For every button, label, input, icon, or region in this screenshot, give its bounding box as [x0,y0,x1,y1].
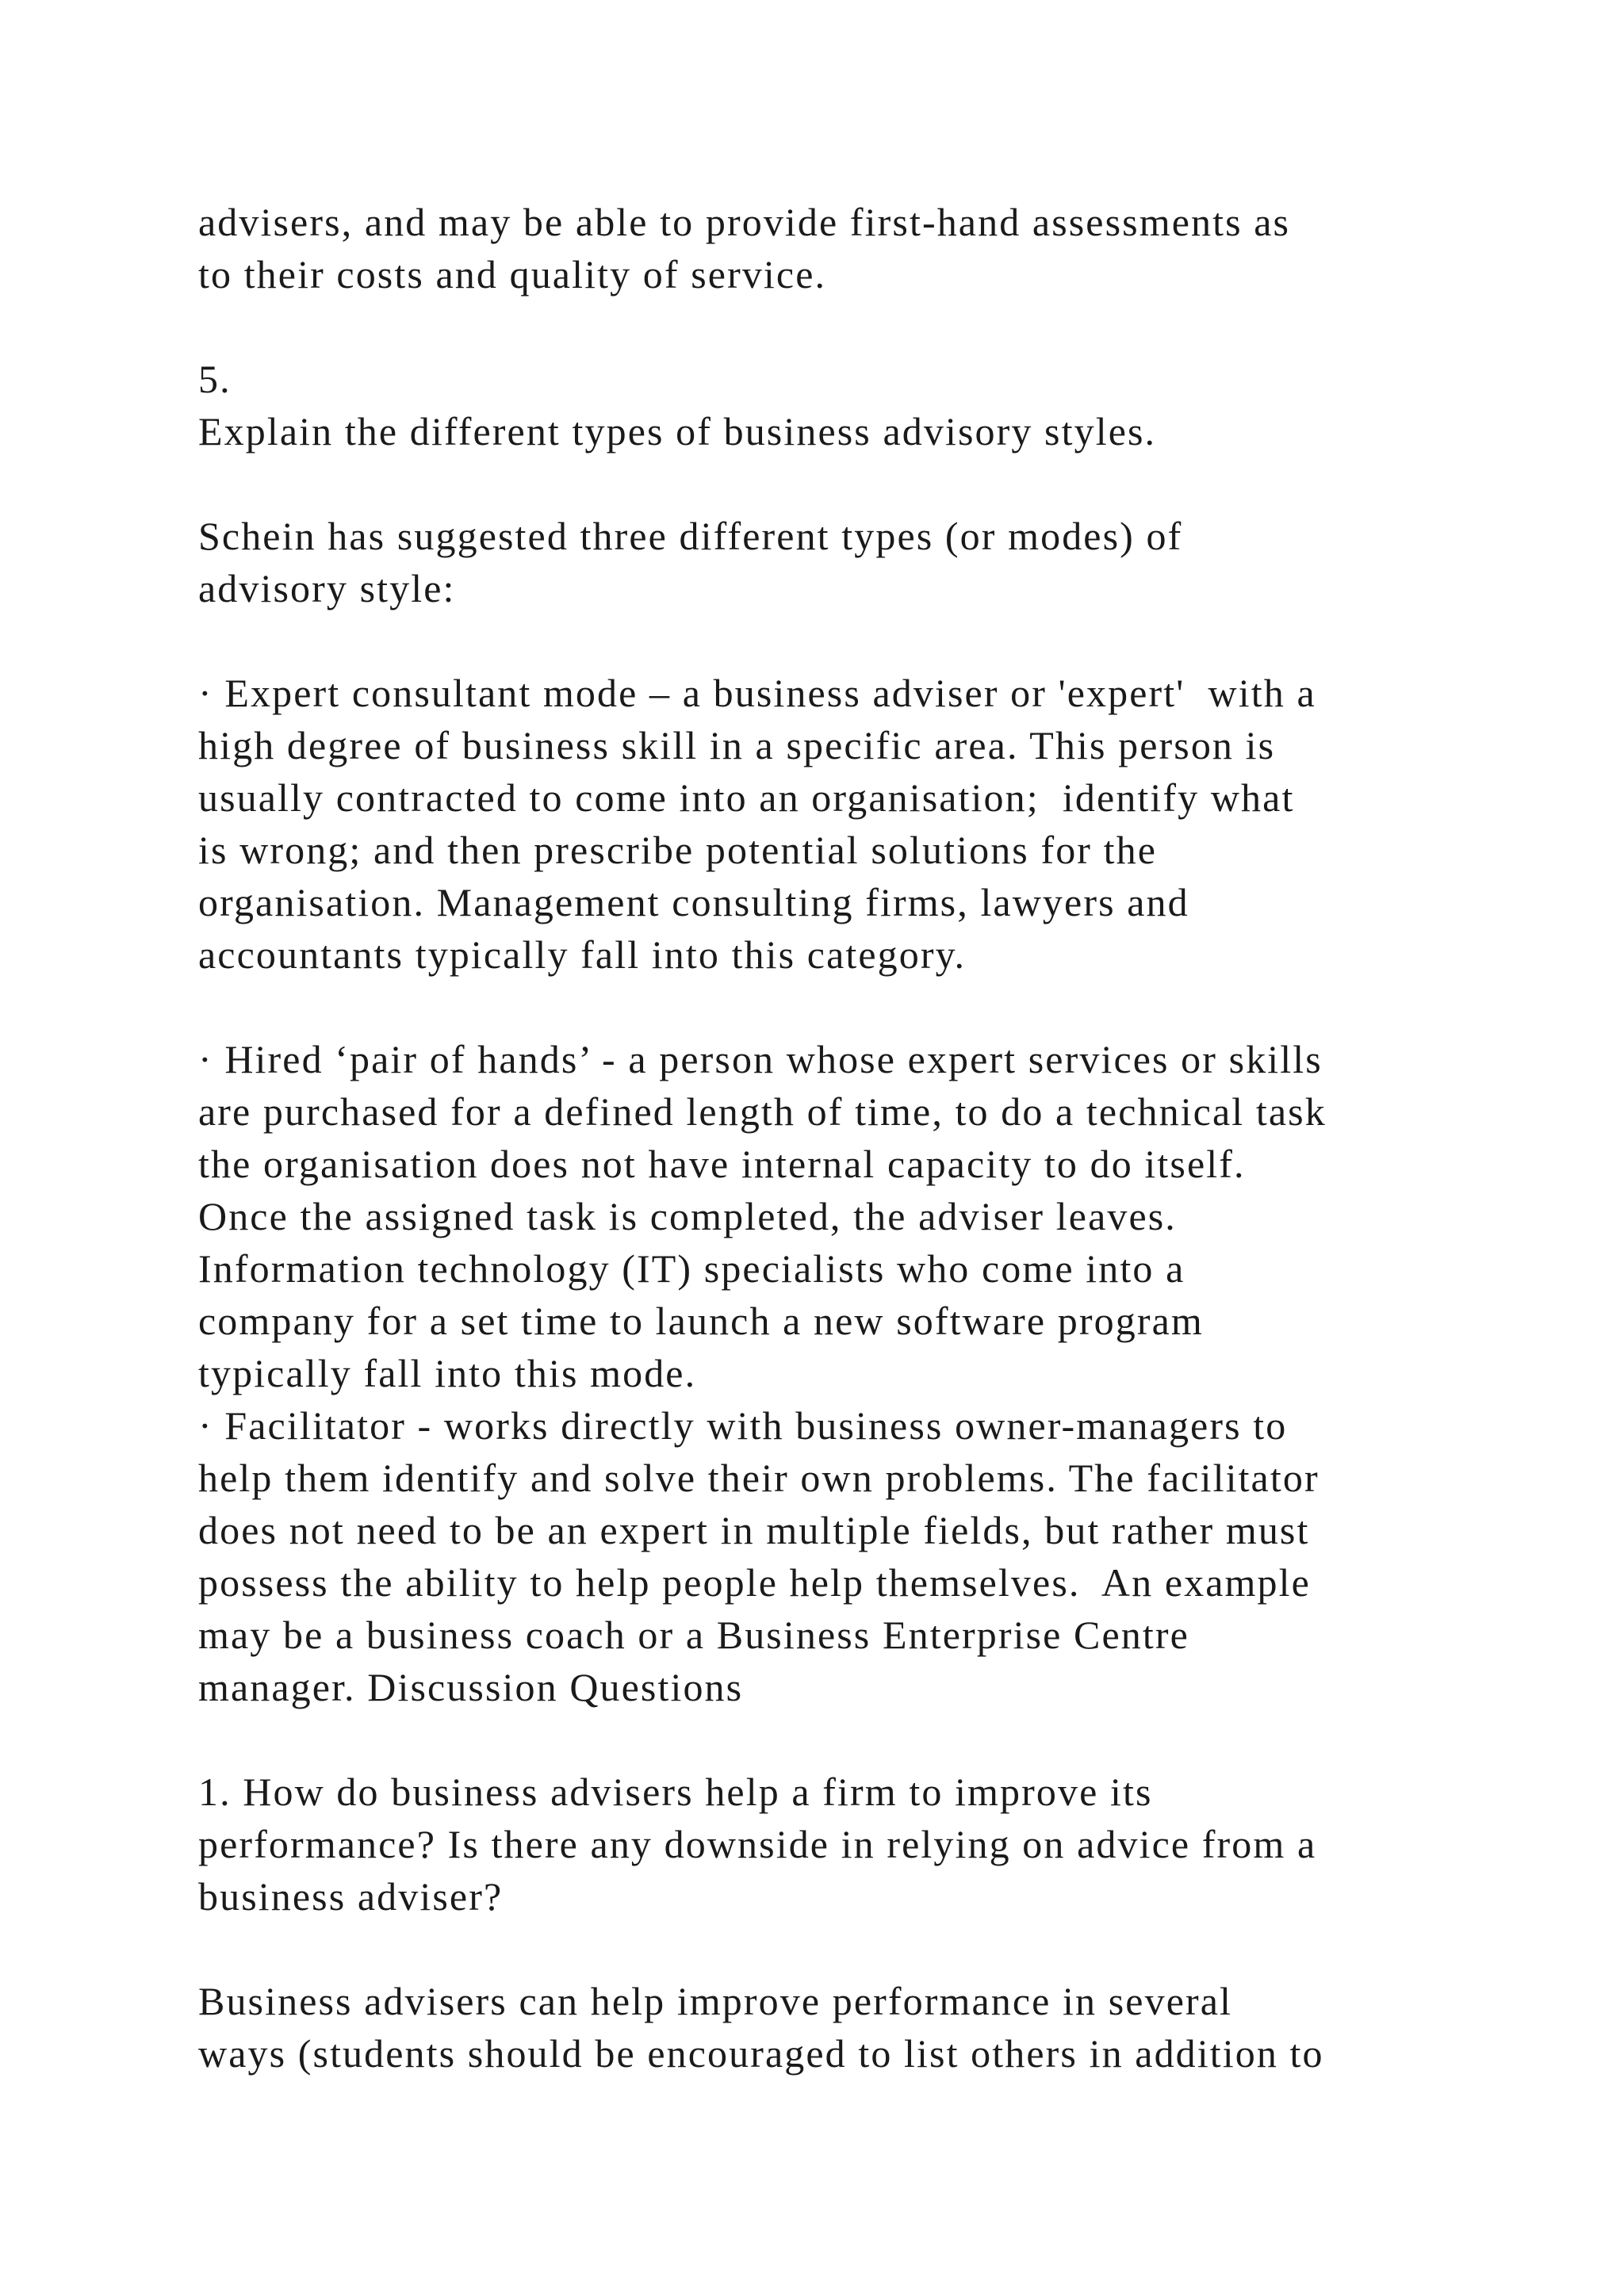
text-line: possess the ability to help people help themselves. An example [198,1560,1311,1605]
bullet-line: · Expert consultant mode – a business adviser or 'expert' with a [198,671,1316,715]
text-line: Schein has suggested three different types (or modes) of [198,514,1183,558]
text-line: Once the assigned task is completed, the adviser leaves. [198,1194,1177,1238]
text-line: performance? Is there any downside in relying on advice from a [198,1822,1317,1866]
text-line: are purchased for a defined length of time, to do a technical task [198,1089,1327,1134]
blank-line [198,300,1546,353]
text-line: organisation. Management consulting firms, lawyers and [198,880,1189,924]
text-line: does not need to be an expert in multiple fields, but rather must [198,1508,1310,1552]
text-line: may be a business coach or a Business Enterprise Centre [198,1613,1189,1657]
text-line: typically fall into this mode. [198,1351,697,1395]
blank-line [198,981,1546,1033]
blank-line [198,1923,1546,1975]
text-line: company for a set time to launch a new software program [198,1299,1204,1343]
question-heading: Explain the different types of business advisory styles. [198,409,1157,453]
text-line: Business advisers can help improve performance in several [198,1979,1233,2023]
text-line: usually contracted to come into an organisation; identify what [198,775,1295,820]
text-line: accountants typically fall into this category. [198,932,967,977]
document-body [198,196,1546,2080]
text-line: advisory style: [198,566,456,610]
blank-line [198,1713,1546,1766]
blank-line [198,614,1546,667]
text-line: ways (students should be encouraged to list others in addition to [198,2031,1324,2076]
text-line: manager. Discussion Questions [198,1665,744,1709]
blank-line [198,457,1546,510]
text-line: help them identify and solve their own problems. The facilitator [198,1456,1320,1500]
text-line: Information technology (IT) specialists who come into a [198,1246,1185,1291]
text-line: is wrong; and then prescribe potential solutions for the [198,828,1158,872]
text-line: high degree of business skill in a specific area. This person is [198,723,1276,767]
text-line: to their costs and quality of service. [198,252,827,297]
text-line: advisers, and may be able to provide first-hand assessments as [198,200,1291,244]
question-number: 5. [198,357,232,401]
bullet-line: · Hired ‘pair of hands’ - a person whose expert services or skills [198,1037,1323,1081]
text-line: the organisation does not have internal capacity to do itself. [198,1142,1246,1186]
question-line: 1. How do business advisers help a firm to improve its [198,1770,1153,1814]
bullet-line: · Facilitator - works directly with business owner-managers to [198,1403,1288,1448]
text-line: business adviser? [198,1874,504,1919]
